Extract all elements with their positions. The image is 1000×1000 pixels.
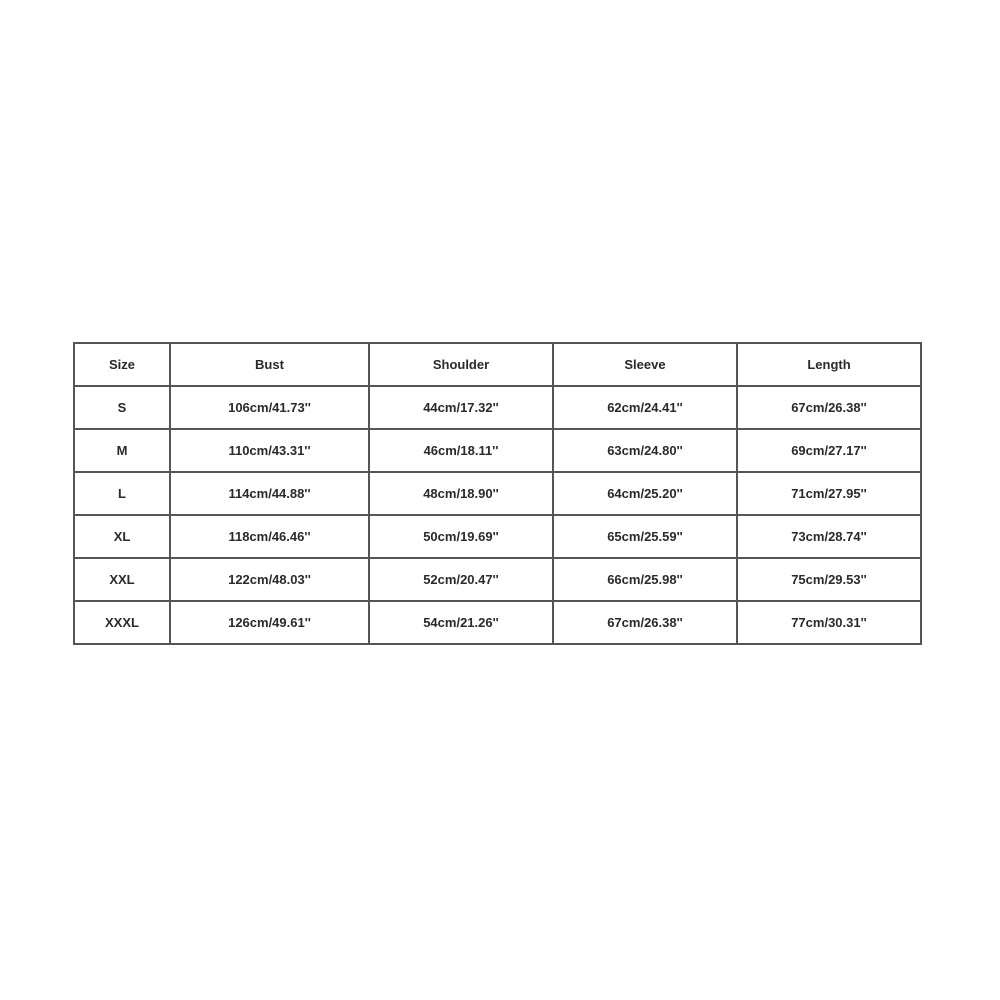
bust-cell: 114cm/44.88'' — [170, 472, 369, 515]
bust-cell: 126cm/49.61'' — [170, 601, 369, 644]
length-cell: 71cm/27.95'' — [737, 472, 921, 515]
shoulder-cell: 54cm/21.26'' — [369, 601, 553, 644]
size-chart-table — [73, 342, 922, 645]
header-sleeve: Sleeve — [553, 343, 737, 386]
table-row — [74, 601, 921, 644]
length-cell: 67cm/26.38'' — [737, 386, 921, 429]
length-cell: 69cm/27.17'' — [737, 429, 921, 472]
table-header-row — [74, 343, 921, 386]
length-cell: 75cm/29.53'' — [737, 558, 921, 601]
bust-cell: 110cm/43.31'' — [170, 429, 369, 472]
table-row — [74, 429, 921, 472]
bust-cell: 106cm/41.73'' — [170, 386, 369, 429]
header-size: Size — [74, 343, 170, 386]
size-cell: XL — [74, 515, 170, 558]
header-shoulder: Shoulder — [369, 343, 553, 386]
shoulder-cell: 52cm/20.47'' — [369, 558, 553, 601]
bust-cell: 122cm/48.03'' — [170, 558, 369, 601]
sleeve-cell: 66cm/25.98'' — [553, 558, 737, 601]
shoulder-cell: 44cm/17.32'' — [369, 386, 553, 429]
shoulder-cell: 50cm/19.69'' — [369, 515, 553, 558]
length-cell: 73cm/28.74'' — [737, 515, 921, 558]
sleeve-cell: 65cm/25.59'' — [553, 515, 737, 558]
size-cell: XXXL — [74, 601, 170, 644]
size-cell: M — [74, 429, 170, 472]
table-row — [74, 558, 921, 601]
header-bust: Bust — [170, 343, 369, 386]
shoulder-cell: 48cm/18.90'' — [369, 472, 553, 515]
table-row — [74, 386, 921, 429]
length-cell: 77cm/30.31'' — [737, 601, 921, 644]
size-cell: XXL — [74, 558, 170, 601]
sleeve-cell: 63cm/24.80'' — [553, 429, 737, 472]
sleeve-cell: 67cm/26.38'' — [553, 601, 737, 644]
size-cell: S — [74, 386, 170, 429]
size-cell: L — [74, 472, 170, 515]
sleeve-cell: 62cm/24.41'' — [553, 386, 737, 429]
bust-cell: 118cm/46.46'' — [170, 515, 369, 558]
table-row — [74, 515, 921, 558]
table-row — [74, 472, 921, 515]
shoulder-cell: 46cm/18.11'' — [369, 429, 553, 472]
sleeve-cell: 64cm/25.20'' — [553, 472, 737, 515]
header-length: Length — [737, 343, 921, 386]
